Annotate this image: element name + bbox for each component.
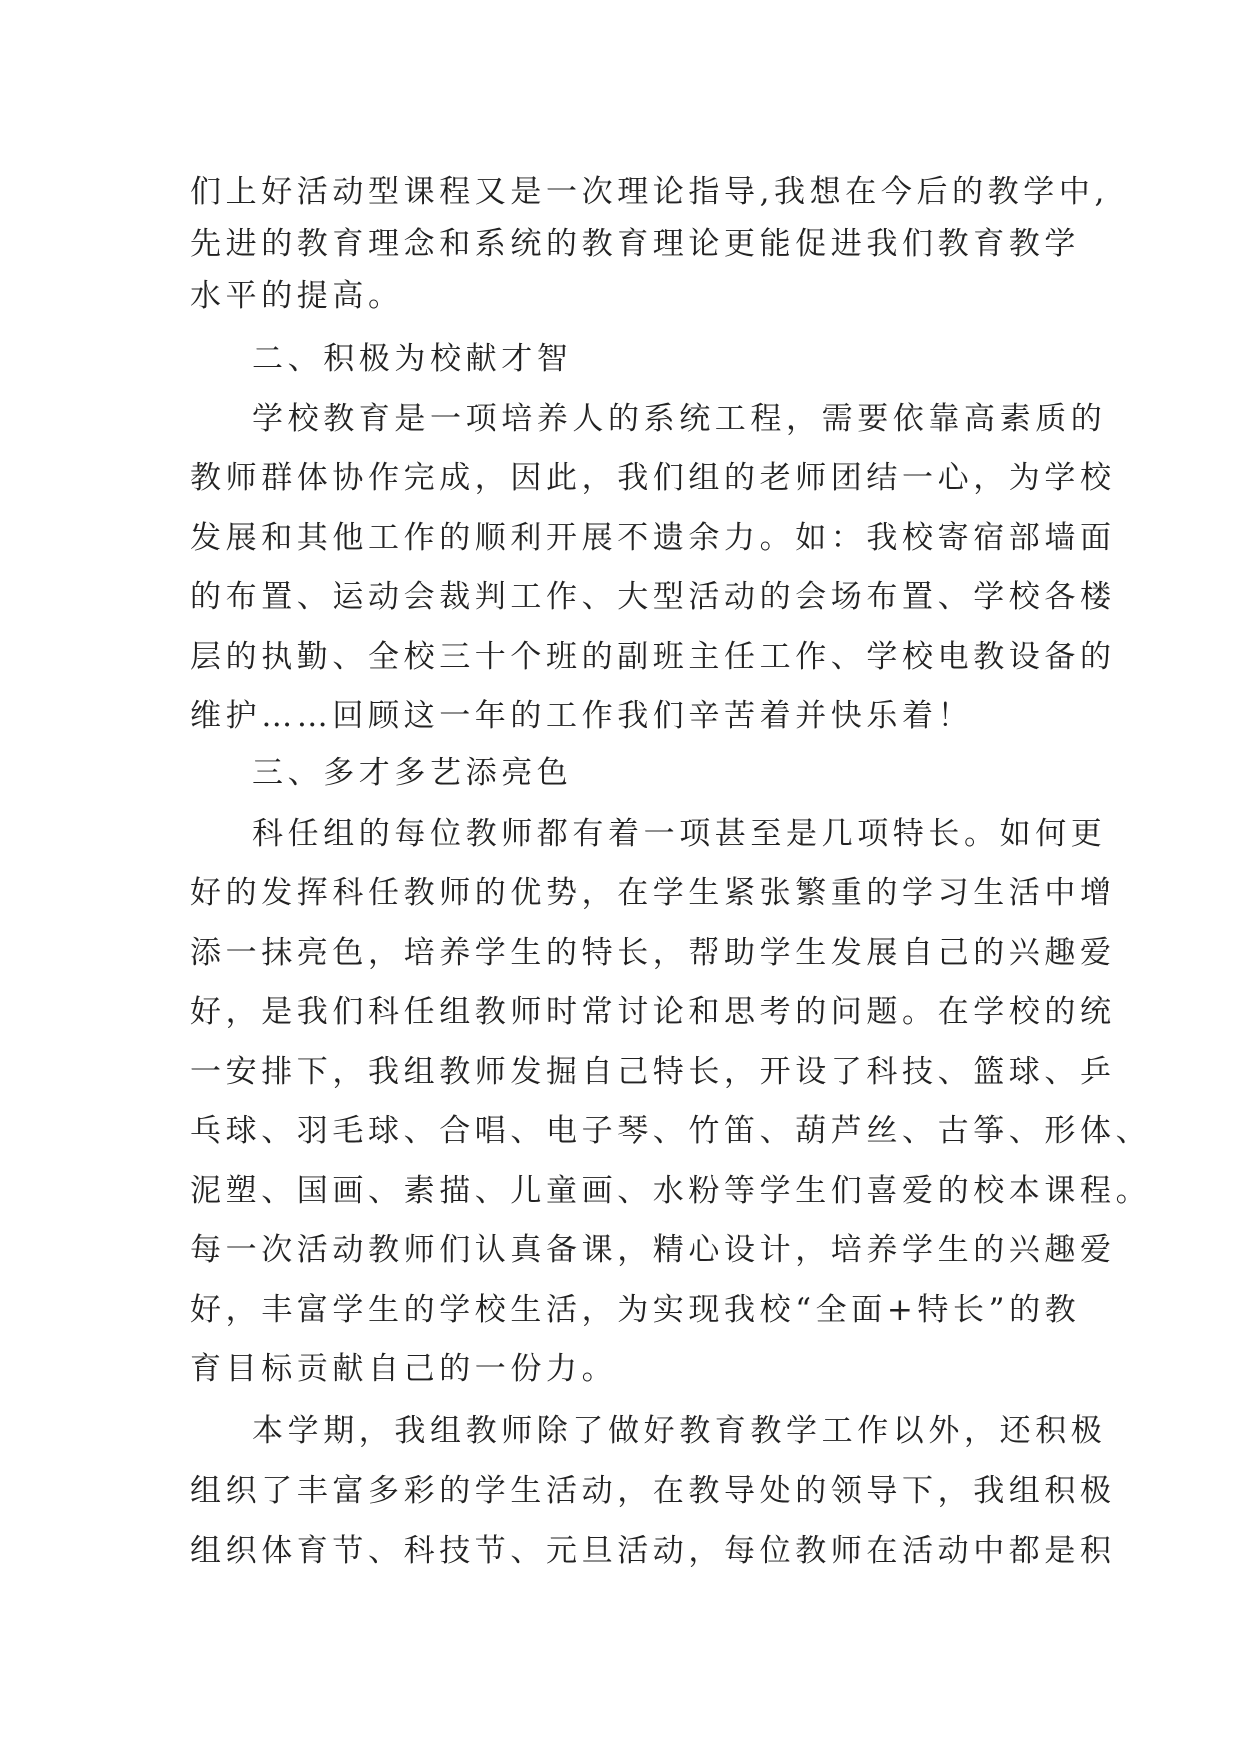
text-line: 本学期，我组教师除了做好教育教学工作以外，还积极: [252, 1413, 1107, 1449]
text-line: 学校教育是一项培养人的系统工程，需要依靠高素质的: [252, 401, 1107, 437]
text-line: 先进的教育理念和系统的教育理论更能促进我们教育教学: [190, 226, 1080, 262]
text-line: 乓球、羽毛球、合唱、电子琴、竹笛、葫芦丝、古筝、形体、: [190, 1113, 1152, 1149]
text-line: 的布置、运动会裁判工作、大型活动的会场布置、学校各楼: [190, 579, 1116, 615]
text-line: 好，丰富学生的学校生活，为实现我校“全面+特长”的教: [190, 1292, 1081, 1328]
text-line: 好，是我们科任组教师时常讨论和思考的问题。在学校的统: [190, 994, 1116, 1030]
text-line: 添一抹亮色，培养学生的特长，帮助学生发展自己的兴趣爱: [190, 935, 1116, 971]
text-line: 好的发挥科任教师的优势，在学生紧张繁重的学习生活中增: [190, 875, 1116, 911]
text-line: 组织体育节、科技节、元旦活动，每位教师在活动中都是积: [190, 1533, 1116, 1569]
section-heading: 二、积极为校献才智: [252, 341, 573, 377]
text-line: 们上好活动型课程又是一次理论指导,我想在今后的教学中,: [190, 174, 1109, 210]
text-line: 育目标贡献自己的一份力。: [190, 1351, 618, 1387]
text-line: 层的执勤、全校三十个班的副班主任工作、学校电教设备的: [190, 639, 1116, 675]
text-line: 水平的提高。: [190, 278, 404, 314]
text-line: 科任组的每位教师都有着一项甚至是几项特长。如何更: [252, 816, 1107, 852]
text-line: 一安排下，我组教师发掘自己特长，开设了科技、篮球、乒: [190, 1054, 1116, 1090]
text-line: 每一次活动教师们认真备课，精心设计，培养学生的兴趣爱: [190, 1232, 1116, 1268]
text-line: 泥塑、国画、素描、儿童画、水粉等学生们喜爱的校本课程。: [190, 1173, 1152, 1209]
text-line: 发展和其他工作的顺利开展不遗余力。如：我校寄宿部墙面: [190, 520, 1116, 556]
text-line: 维护……回顾这一年的工作我们辛苦着并快乐着！: [190, 698, 974, 734]
text-line: 组织了丰富多彩的学生活动，在教导处的领导下，我组积极: [190, 1473, 1116, 1509]
text-line: 教师群体协作完成，因此，我们组的老师团结一心，为学校: [190, 460, 1116, 496]
section-heading: 三、多才多艺添亮色: [252, 755, 573, 791]
